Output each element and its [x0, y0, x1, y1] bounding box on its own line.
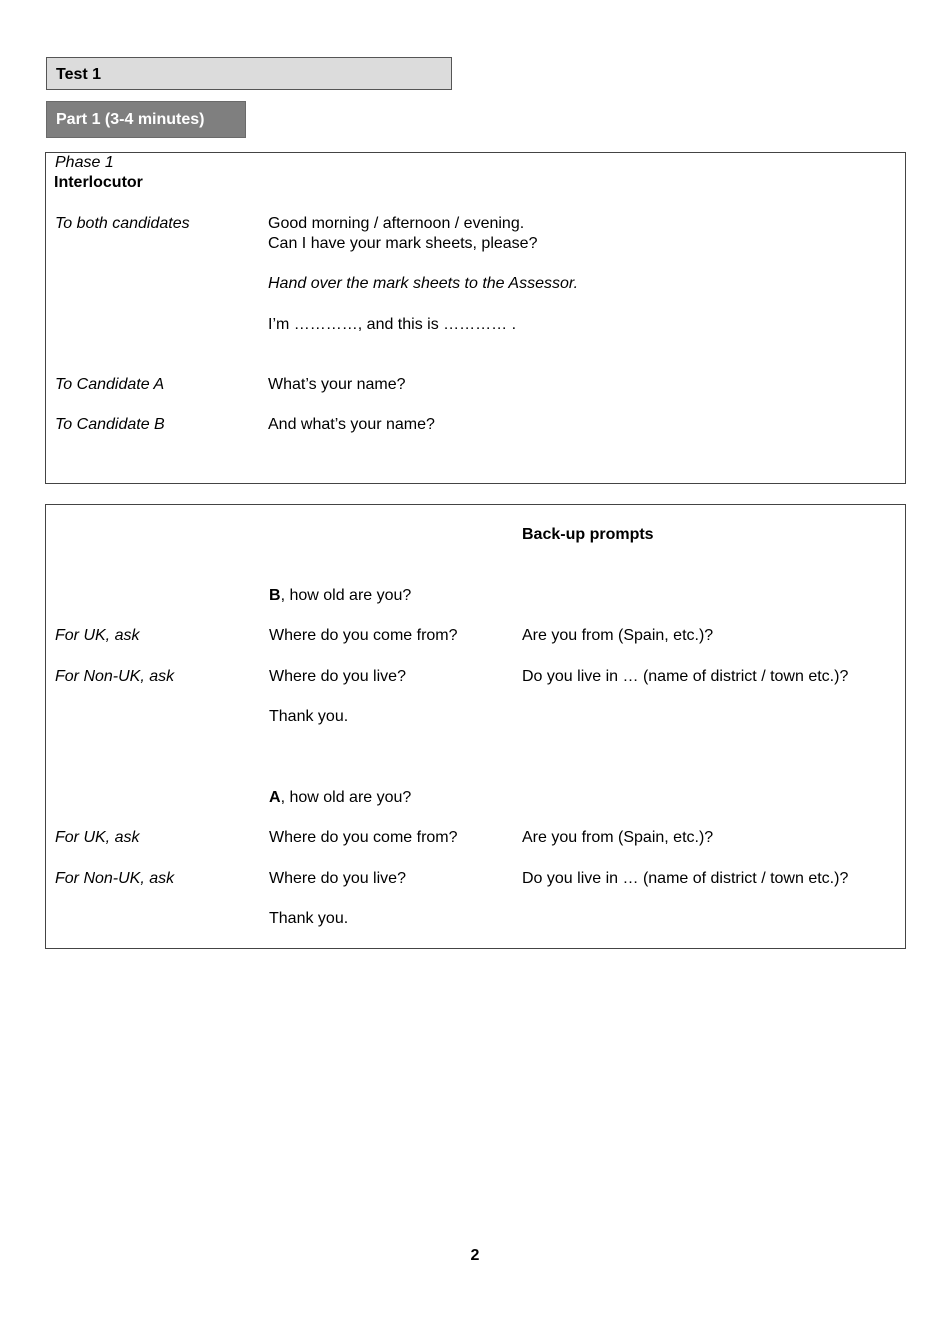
row-label-candidate-b: To Candidate B [55, 416, 165, 433]
nonuk-question: Where do you live? [269, 668, 406, 685]
thanks-line: Thank you. [269, 708, 349, 725]
part-title-box [46, 101, 246, 138]
uk-question: Where do you come from? [269, 627, 458, 644]
thanks-line: Thank you. [269, 910, 349, 927]
greeting-line: Good morning / afternoon / evening. [268, 215, 525, 232]
age-question-a [269, 788, 411, 808]
row-label-candidate-a: To Candidate A [55, 376, 165, 393]
uk-question: Where do you come from? [269, 829, 458, 846]
instruction-line: Hand over the mark sheets to the Assessor. [268, 275, 579, 292]
role-label: Interlocutor [54, 174, 143, 191]
mark-sheets-line: Can I have your mark sheets, please? [268, 235, 538, 252]
nonuk-question: Where do you live? [269, 870, 406, 887]
phase-label: Phase 1 [55, 154, 114, 171]
part-title: Part 1 (3-4 minutes) [56, 111, 205, 128]
test-title-box [46, 57, 452, 90]
name-question-a: What’s your name? [268, 376, 406, 393]
age-question-b [269, 586, 411, 606]
nonuk-label: For Non-UK, ask [55, 870, 175, 887]
uk-label: For UK, ask [55, 829, 140, 846]
nonuk-label: For Non-UK, ask [55, 668, 175, 685]
nonuk-backup-prompt: Do you live in … (name of district / town etc.)? [522, 668, 849, 685]
candidate-letter: B [269, 587, 281, 604]
row-label-both: To both candidates [55, 215, 190, 232]
nonuk-backup-prompt: Do you live in … (name of district / town etc.)? [522, 870, 849, 887]
name-question-b: And what’s your name? [268, 416, 435, 433]
uk-backup-prompt: Are you from (Spain, etc.)? [522, 829, 714, 846]
page-number: 2 [470, 1247, 480, 1264]
uk-backup-prompt: Are you from (Spain, etc.)? [522, 627, 714, 644]
candidate-letter: A [269, 789, 281, 806]
age-question-text: , how old are you? [280, 587, 412, 604]
backup-prompts-header: Back-up prompts [522, 526, 654, 543]
uk-label: For UK, ask [55, 627, 140, 644]
age-question-text: , how old are you? [280, 789, 412, 806]
test-title: Test 1 [56, 66, 102, 83]
intro-line: I’m …………, and this is ………… . [268, 316, 517, 333]
